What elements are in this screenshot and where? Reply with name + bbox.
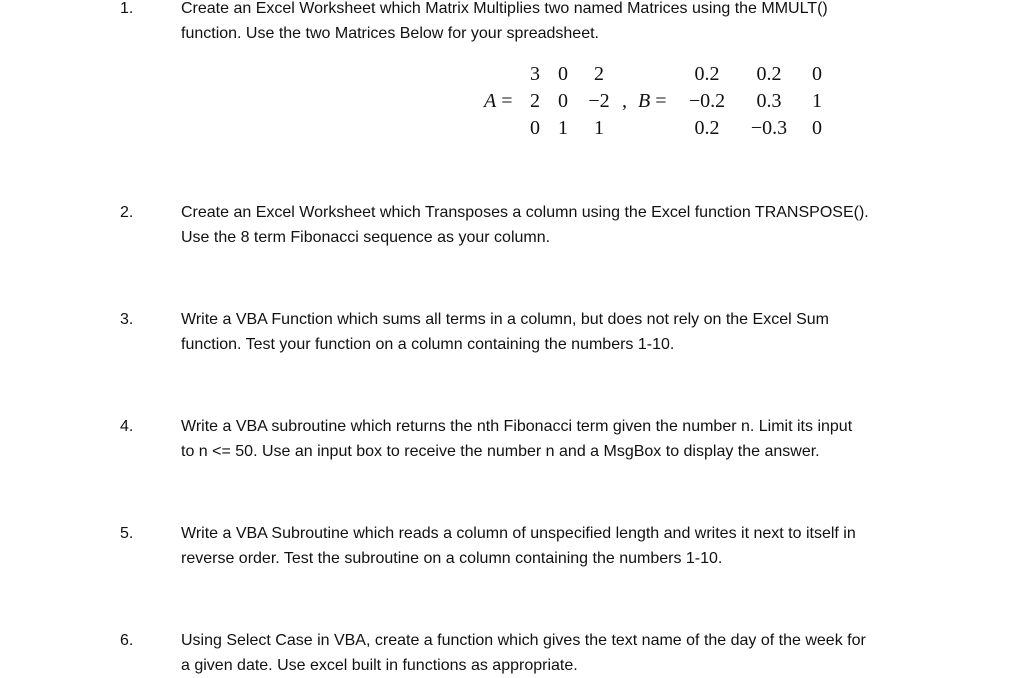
question-number: 1.: [120, 0, 134, 17]
matrix-a-label: A =: [484, 90, 513, 112]
matrix-b-label: B =: [638, 90, 667, 112]
question-line: a given date. Use excel built in functions as appropriate.: [181, 657, 578, 674]
matrix-b-cell: 0.2: [694, 63, 720, 85]
matrix-b-cell: 0: [812, 63, 822, 85]
question-number: 5.: [120, 525, 134, 542]
matrix-b-cell: 0.2: [694, 117, 720, 139]
question-line: to n <= 50. Use an input box to receive the number n and a MsgBox to display the answer.: [181, 443, 820, 460]
matrix-a-cell: 3: [530, 63, 540, 85]
question-text: [181, 414, 911, 464]
question-text: [181, 200, 911, 250]
matrix-b-cell: −0.3: [750, 117, 788, 139]
matrix-b-cell: 0.2: [756, 63, 782, 85]
question-text: [181, 307, 911, 357]
matrix-a-cell: 1: [558, 117, 568, 139]
question-text: [181, 0, 911, 46]
question-text: [181, 521, 911, 571]
question-line: Use the 8 term Fibonacci sequence as your column.: [181, 229, 551, 246]
matrix-b-cell: 0: [812, 117, 822, 139]
matrix-separator: ,: [622, 90, 627, 112]
question-line: Write a VBA subroutine which returns the nth Fibonacci term given the number n. Limit its input: [181, 418, 853, 435]
question-number: 6.: [120, 632, 134, 649]
question-line: Write a VBA Function which sums all terms in a column, but does not rely on the Excel Sum: [181, 311, 829, 328]
question-number: 2.: [120, 204, 134, 221]
matrix-a-cell: −2: [588, 90, 610, 112]
matrix-a-cell: 0: [558, 90, 568, 112]
question-text: [181, 628, 911, 678]
question-number: 3.: [120, 311, 134, 328]
question-line: function. Use the two Matrices Below for your spreadsheet.: [181, 25, 599, 42]
question-line: Using Select Case in VBA, create a function which gives the text name of the day of the week for: [181, 632, 866, 649]
question-line: function. Test your function on a column containing the numbers 1-10.: [181, 336, 675, 353]
question-line: Create an Excel Worksheet which Transposes a column using the Excel function TRANSPOSE().: [181, 204, 869, 221]
question-line: Create an Excel Worksheet which Matrix Multiplies two named Matrices using the MMULT(): [181, 0, 828, 17]
matrix-b-cell: −0.2: [688, 90, 726, 112]
question-line: reverse order. Test the subroutine on a column containing the numbers 1-10.: [181, 550, 723, 567]
question-number: 4.: [120, 418, 134, 435]
matrix-b-cell: 0.3: [756, 90, 782, 112]
matrix-a-cell: 1: [594, 117, 604, 139]
matrix-a-cell: 0: [530, 117, 540, 139]
question-line: Write a VBA Subroutine which reads a column of unspecified length and writes it next to itself in: [181, 525, 856, 542]
matrix-a-cell: 2: [530, 90, 540, 112]
matrix-b-cell: 1: [812, 90, 822, 112]
matrix-a-cell: 2: [594, 63, 604, 85]
matrix-equation: [470, 60, 850, 150]
matrix-a-cell: 0: [558, 63, 568, 85]
